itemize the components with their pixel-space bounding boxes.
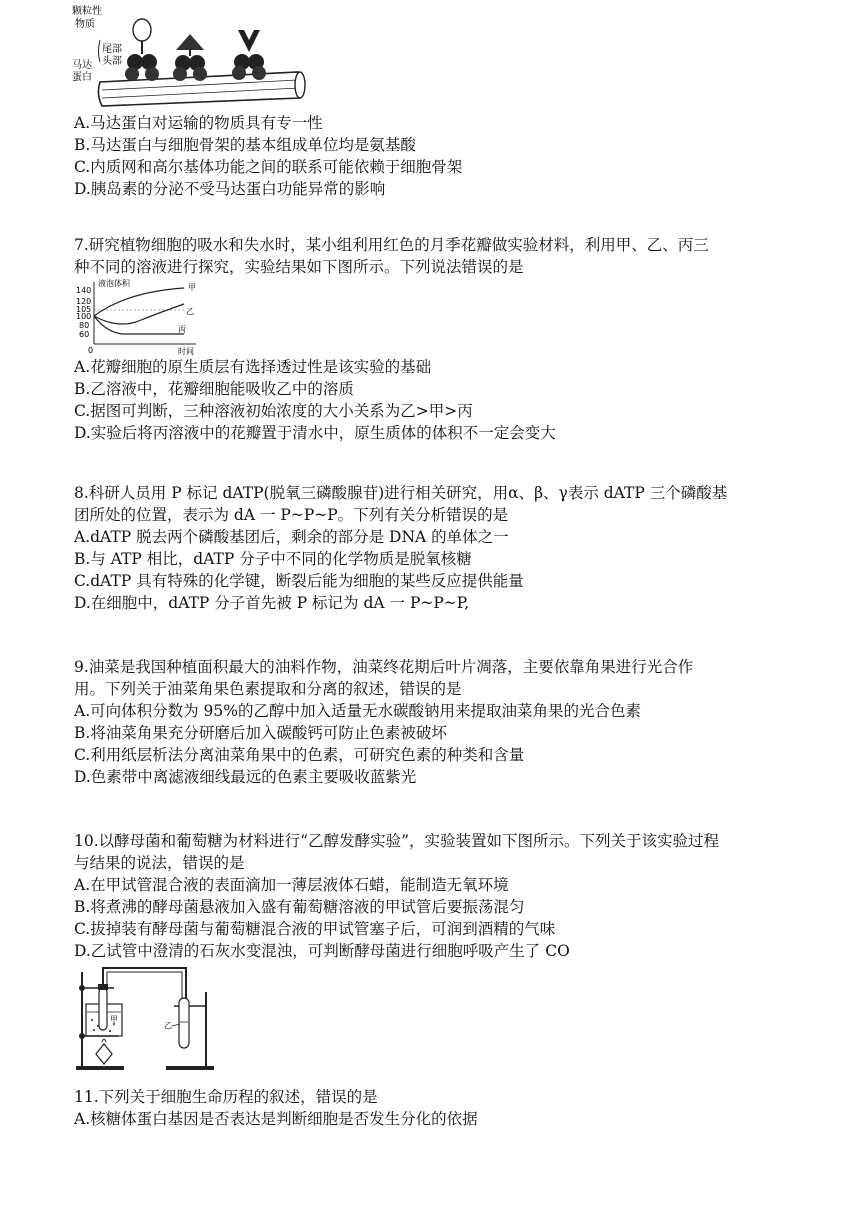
question-stem: 7.研究植物细胞的吸水和失水时，某小组利用红色的月季花瓣做实验材料，利用甲、乙、丙三 [74,236,709,254]
vacuole-volume-chart [66,278,216,356]
option: B.与 ATP 相比，dATP 分子中不同的化学物质是脱氧核糖 [74,550,472,568]
question-stem: 8.科研人员用 P 标记 dATP(脱氧三磷酸腺苷)进行相关研究，用α、β、γ表示 dATP 三个磷酸基 [74,484,728,502]
label-yi: 乙 [164,1021,172,1030]
option: B.乙溶液中，花瓣细胞能吸收乙中的溶质 [74,380,354,398]
option: D.实验后将丙溶液中的花瓣置于清水中，原生质体的体积不一定会变大 [74,424,556,442]
option: D.在细胞中，dATP 分子首先被 P 标记为 dA 一 P~P~P, [74,594,469,612]
series-jia-line [94,288,184,316]
question-11 [74,1086,790,1130]
question-7 [74,234,790,444]
question-stem: 用。下列关于油菜角果色素提取和分离的叙述，错误的是 [74,680,462,698]
option: C.dATP 具有特殊的化学键，断裂后能为细胞的某些反应提供能量 [74,572,524,590]
question-9 [74,656,790,788]
question-stem: 团所处的位置，表示为 dA 一 P~P~P。下列有关分析错误的是 [74,506,509,524]
y-tick: 80 [79,321,90,330]
option: A.dATP 脱去两个磷酸基团后，剩余的部分是 DNA 的单体之一 [74,528,509,546]
motor-protein-2-icon [173,34,207,81]
label-substance: 物质 [75,19,95,30]
y-tick: 60 [79,330,90,339]
option: A.在甲试管混合液的表面滴加一薄层液体石蜡，能制造无氧环境 [74,876,509,894]
origin-label: 0 [88,346,94,355]
option: B.马达蛋白与细胞骨架的基本组成单位均是氨基酸 [74,136,416,154]
option: A.马达蛋白对运输的物质具有专一性 [74,114,323,132]
label-particle: 颗粒性 [72,6,102,17]
option: C.利用纸层析法分离油菜角果中的色素，可研究色素的种类和含量 [74,746,525,764]
question-8 [74,482,790,614]
option: B.将油菜角果充分研磨后加入碳酸钙可防止色素被破坏 [74,724,447,742]
y-tick: 105 [76,305,92,314]
question-10 [74,830,790,1074]
question-stem: 11.下列关于细胞生命历程的叙述，错误的是 [74,1088,378,1106]
option: C.拔掉装有酵母菌与葡萄糖混合液的甲试管塞子后，可润到酒精的气味 [74,920,556,938]
option: A.可向体积分数为 95%的乙醇中加入适量无水碳酸钠用来提取油菜角果的光合色素 [74,702,642,720]
label-tail: 尾部 [102,44,122,55]
y-axis-label: 液泡体积 [98,279,130,288]
series-label: 甲 [188,283,196,292]
series-label: 丙 [178,325,186,334]
motor-protein-1-icon [125,19,159,81]
fermentation-apparatus-figure [74,962,224,1074]
label-mada-2: 蛋白 [72,72,92,83]
option: A.花瓣细胞的原生质层有选择透过性是该实验的基础 [74,358,432,376]
motor-protein-figure [72,0,312,112]
question-6-options [74,112,790,200]
y-tick: 100 [76,312,92,321]
exam-page [74,0,790,1130]
option: D.乙试管中澄清的石灰水变混浊，可判断酵母菌进行细胞呼吸产生了 CO [74,942,570,960]
option: B.将煮沸的酵母菌悬液加入盛有葡萄糖溶液的甲试管后要振荡混匀 [74,898,525,916]
option: C.内质网和高尔基体功能之间的联系可能依赖于细胞骨架 [74,158,463,176]
option: A.核糖体蛋白基因是否表达是判断细胞是否发生分化的依据 [74,1110,478,1128]
label-mada-1: 马达 [72,60,92,71]
x-axis-label: 时间 [178,347,194,356]
series-bing-line [94,316,184,334]
question-stem: 10.以酵母菌和葡萄糖为材料进行“乙醇发酵实验”，实验装置如下图所示。下列关于该实验过程 [74,832,720,850]
y-tick: 140 [76,286,92,295]
series-label: 乙 [186,307,194,316]
option: C.据图可判断，三种溶液初始浓度的大小关系为乙>甲>丙 [74,402,473,420]
label-jia: 甲 [110,1015,118,1024]
label-head: 头部 [102,56,122,67]
y-tick: 120 [76,297,92,306]
question-stem: 9.油菜是我国种植面积最大的油料作物，油菜终花期后叶片凋落，主要依靠角果进行光合作 [74,658,694,676]
question-stem: 种不同的溶液进行探究，实验结果如下图所示。下列说法错误的是 [74,258,524,276]
motor-protein-3-icon [232,30,266,80]
option: D.色素带中离滤液细线最远的色素主要吸收蓝紫光 [74,768,417,786]
question-stem: 与结果的说法，错误的是 [74,854,245,872]
option: D.胰岛素的分泌不受马达蛋白功能异常的影响 [74,180,386,198]
